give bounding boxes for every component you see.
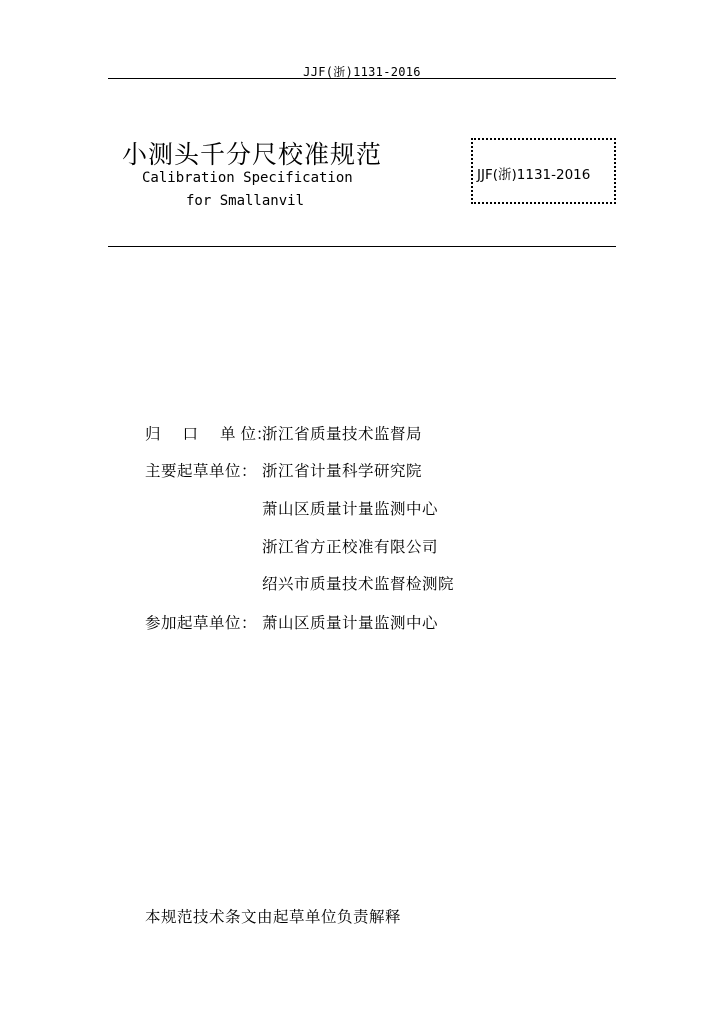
label-part: 单 位：	[220, 425, 272, 443]
header-code: JJF(浙)1131-2016	[303, 65, 421, 79]
responsible-unit-label	[145, 422, 272, 444]
header-rule	[108, 78, 616, 79]
label-part: 归	[145, 425, 161, 443]
main-drafting-unit-value: 绍兴市质量技术监督检测院	[262, 575, 455, 593]
main-drafting-unit-value: 浙江省计量科学研究院	[262, 462, 423, 480]
specification-code-box	[471, 138, 616, 204]
title-cn: 小测头千分尺校准规范	[122, 140, 383, 169]
main-drafting-unit-value: 萧山区质量计量监测中心	[262, 500, 439, 518]
specification-code: JJF(浙)1131-2016	[477, 167, 591, 183]
responsible-unit-value: 浙江省质量技术监督局	[262, 425, 423, 443]
interpretation-note: 本规范技术条文由起草单位负责解释	[145, 908, 402, 926]
participating-unit-value: 萧山区质量计量监测中心	[262, 614, 439, 632]
title-rule	[108, 246, 616, 247]
main-drafting-unit-value: 浙江省方正校准有限公司	[262, 538, 439, 556]
title-en-line1: Calibration Specification	[142, 170, 353, 186]
main-drafting-unit-label: 主要起草单位：	[145, 462, 258, 480]
title-en-line2: for Smallanvil	[186, 193, 305, 209]
label-part: 口	[182, 425, 199, 443]
participating-unit-label: 参加起草单位：	[145, 614, 258, 632]
